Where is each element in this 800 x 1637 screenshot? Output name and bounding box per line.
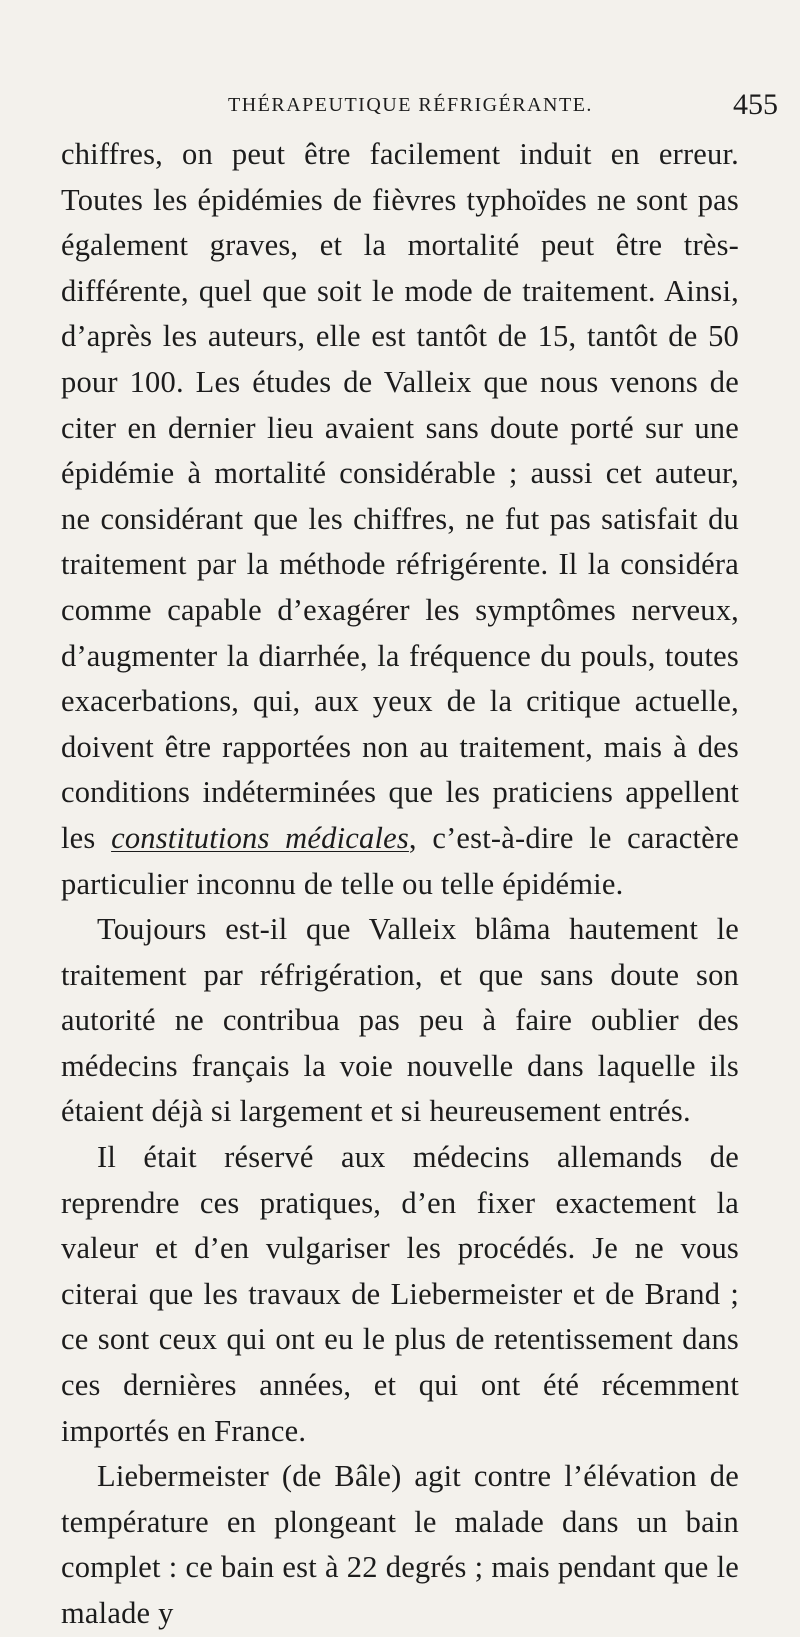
paragraph-4: Liebermeister (de Bâle) agit contre l’élévation de température en plongeant le malade dans un bain complet : ce bain est à 22 degrés ; mais pendant que le malade y bbox=[61, 1459, 739, 1630]
paragraph-1 bbox=[61, 132, 739, 907]
italic-term: constitutions médicales bbox=[111, 820, 409, 855]
paragraph-1-end: , c’est-à-dire le caractère particulier inconnu de telle ou telle épidémie. bbox=[61, 820, 739, 901]
page-number: 455 bbox=[733, 88, 778, 121]
running-title: THÉRAPEUTIQUE RÉFRIGÉRANTE. bbox=[228, 94, 593, 116]
running-head bbox=[0, 84, 800, 124]
paragraph-2: Toujours est-il que Valleix blâma hautement le traitement par réfrigération, et que sans doute son autorité ne contribua pas peu à faire oublier des médecins français la voie nouvelle dans laquelle ils étaient déjà si largement et si heureusement entrés. bbox=[61, 912, 739, 1129]
body-text bbox=[61, 132, 739, 1637]
paragraph-1-text: chiffres, on peut être facilement induit en erreur. Toutes les épidémies de fièvres typhoïdes ne sont pas également graves, et la mortalité peut être très-différente, quel que soit le mode de traitement. Ainsi, d’après les auteurs, elle est tantôt de 15, tantôt de 50 pour 100. Les études de Valleix que nous venons de citer en dernier lieu avaient sans doute porté sur une épidémie à mortalité considérable ; aussi cet auteur, ne considérant que les chiffres, ne fut pas satisfait du traitement par la méthode réfrigérente. Il la considéra comme capable d’exagérer les symptômes nerveux, d’augmenter la diarrhée, la fréquence du pouls, toutes exacerbations, qui, aux yeux de la critique actuelle, doivent être rapportées non au traitement, mais à des conditions indéterminées que les praticiens appellent les bbox=[61, 137, 739, 855]
paragraph-3: Il était réservé aux médecins allemands de reprendre ces pratiques, d’en fixer exactement la valeur et d’en vulgariser les procédés. Je ne vous citerai que les travaux de Liebermeister et de Brand ; ce sont ceux qui ont eu le plus de retentissement dans ces dernières années, et qui ont été récemment importés en France. bbox=[61, 1140, 739, 1448]
